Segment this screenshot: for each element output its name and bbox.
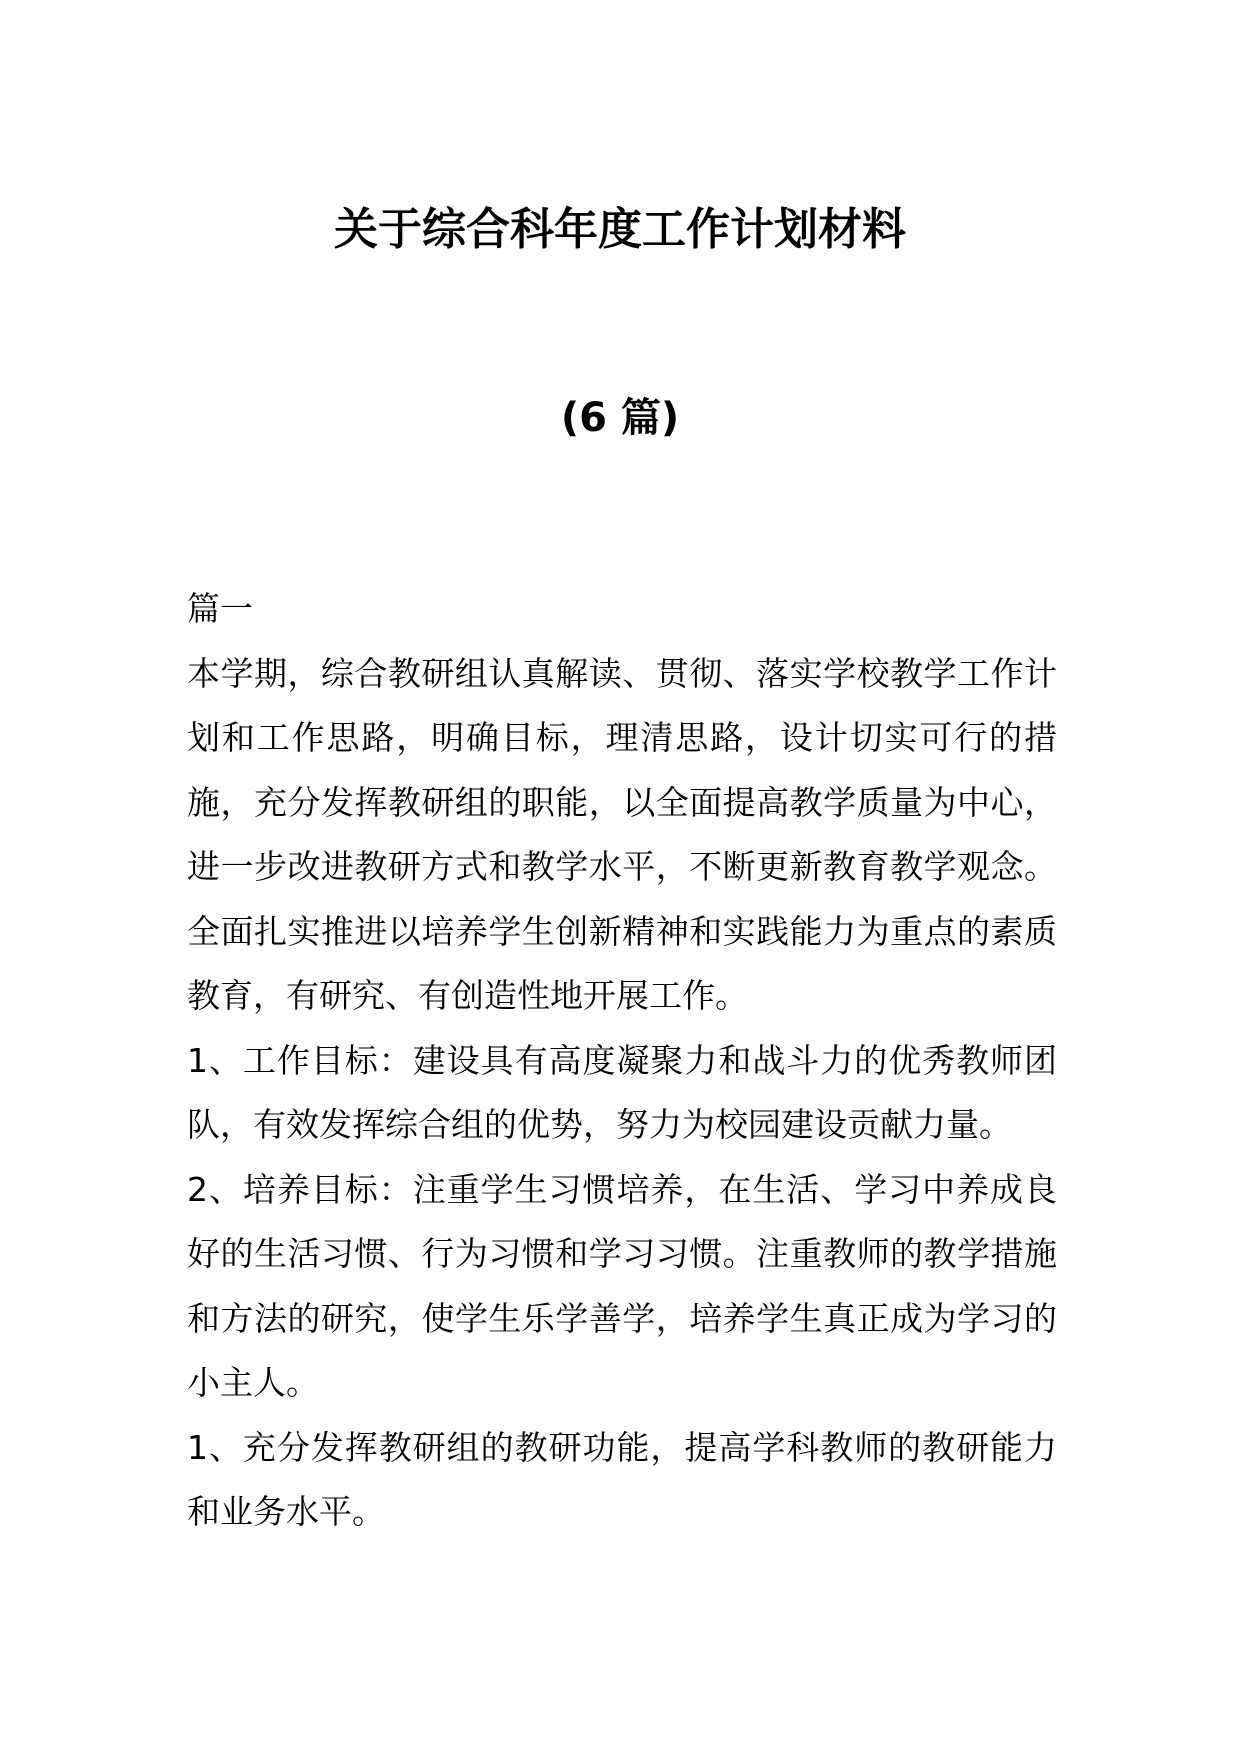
paragraph-intro: 本学期，综合教研组认真解读、贯彻、落实学校教学工作计划和工作思路，明确目标，理清思路，设计切实可行的措施，充分发挥教研组的职能，以全面提高教学质量为中心，进一步改进教研方式和教学水平，不断更新教育教学观念。全面扎实推进以培养学生创新精神和实践能力为重点的素质教育，有研究、有创造性地开展工作。 [187,653,1057,1015]
document-title: 关于综合科年度工作计划材料 [334,204,906,255]
document-body [187,577,1057,1545]
document-subtitle: (6 篇) [560,395,680,441]
paragraph-work-goal: 1、工作目标：建设具有高度凝聚力和战斗力的优秀教师团队，有效发挥综合组的优势，努力为校园建设贡献力量。 [187,1040,1057,1144]
paragraph-training-goal: 2、培养目标：注重学生习惯培养，在生活、学习中养成良好的生活习惯、行为习惯和学习习惯。注重教师的教学措施和方法的研究，使学生乐学善学，培养学生真正成为学习的小主人。 [187,1169,1057,1402]
section-heading: 篇一 [187,589,253,628]
paragraph-measure-1: 1、充分发挥教研组的教研功能，提高学科教师的教研能力和业务水平。 [187,1427,1057,1531]
